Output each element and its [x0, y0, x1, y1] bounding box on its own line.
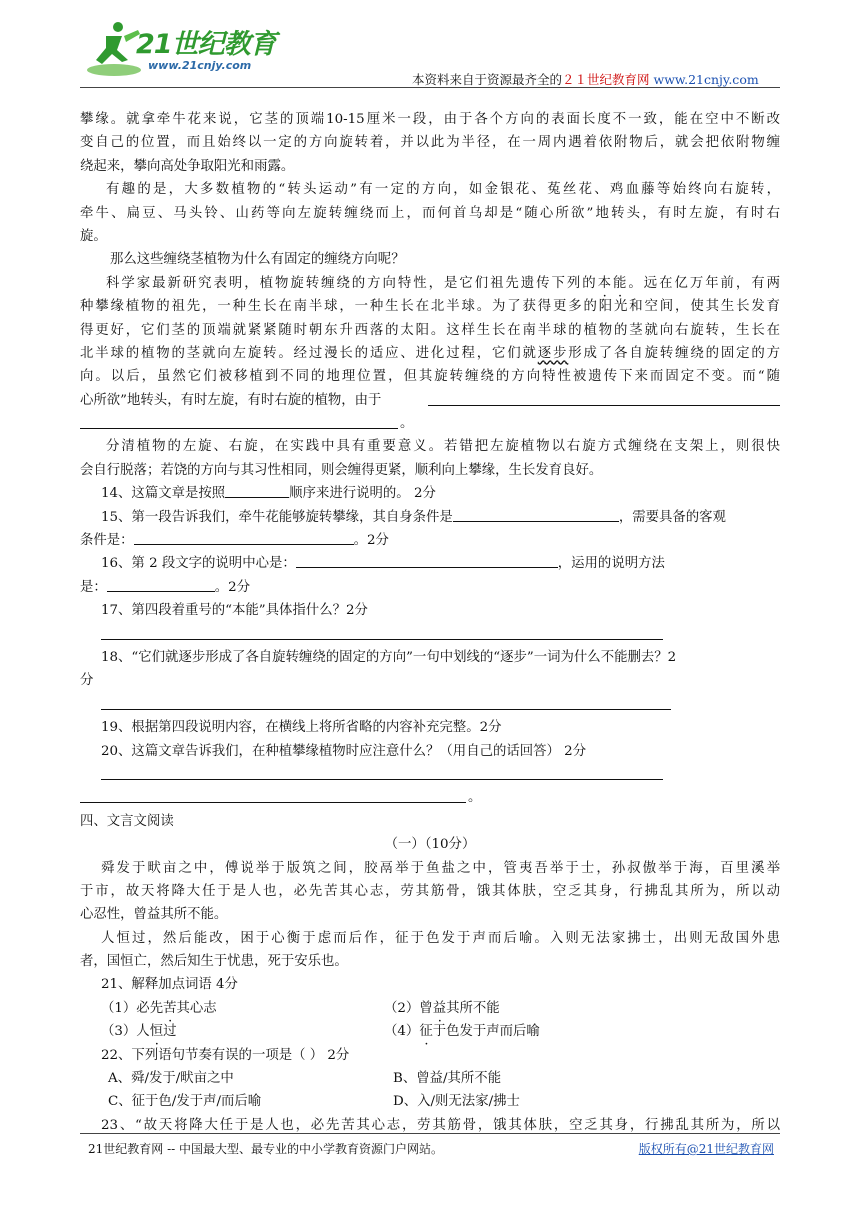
- q21-item-2: [384, 997, 500, 1020]
- header-source: [412, 70, 759, 88]
- text-line: [80, 342, 780, 365]
- question-16: [80, 552, 780, 575]
- answer-blank[interactable]: [101, 639, 663, 640]
- text-line: 向。以后，虽然它们被移植到不同的地理位置，但其旋转缠绕的方向特性被遗传下来而固定不变。而“随: [80, 369, 780, 385]
- question-text: 条件是：: [80, 533, 134, 549]
- copyright-link[interactable]: 版权所有@21世纪教育网: [638, 1142, 774, 1156]
- text-span: 于色发于声而后喻: [432, 1024, 540, 1040]
- footer-text: 21世纪教育网 -- 中国最大型、最专业的中小学教育资源门户网站。: [88, 1142, 444, 1156]
- question-text: 。2分: [214, 579, 251, 595]
- answer-blank[interactable]: [101, 779, 663, 780]
- source-site[interactable]: ２１世纪教育网: [562, 72, 650, 87]
- logo-text: 21世纪教育: [136, 29, 276, 60]
- text-line: 绕起来，攀向高处争取阳光和雨露。: [80, 158, 295, 174]
- question-18-cont: 分: [80, 673, 94, 689]
- question-19: 19、根据第四段说明内容，在横线上将所省略的内容补充完整。2分: [101, 720, 502, 736]
- text-span: （2）曾: [384, 1000, 433, 1016]
- answer-line: [80, 786, 780, 809]
- text-line: 有趣的是，大多数植物的“转头运动”有一定的方向，如金银花、菟丝花、鸡血藤等始终向右旋转，: [106, 182, 780, 198]
- text-line: 攀缘。就拿牵牛花来说，它茎的顶端10-15厘米一段，由于各个方向的表面长度不一致，能在空中不断改: [80, 112, 780, 127]
- option-c[interactable]: C、征于色/发于声/而后喻: [108, 1094, 262, 1110]
- text-span: 北半球的植物的茎就向左旋转。经过漫长的适应、进化过程，它们就: [80, 345, 538, 361]
- footer-divider: [80, 1133, 780, 1134]
- question-text: 15、第一段告诉我们，牵牛花能够旋转攀缘，其自身条件是: [101, 509, 453, 525]
- text-span: （3）人: [101, 1024, 150, 1040]
- text-span: （4）: [384, 1024, 420, 1040]
- section-subheading: （一）（10分）: [384, 837, 476, 853]
- section-heading: 四、文言文阅读: [80, 813, 174, 829]
- answer-blank[interactable]: [225, 482, 289, 498]
- text-span: 过: [163, 1024, 177, 1040]
- emphasis-char: 恒: [149, 1024, 164, 1040]
- source-prefix: 本资料来自于资源最齐全的: [412, 72, 563, 87]
- question-14: [80, 482, 780, 505]
- text-line: 心忍性，曾益其所不能。: [80, 907, 228, 923]
- text-line: 会自行脱落；若饶的方向与其习性相同，则会缠得更紧，顺利向上攀缘，生长发育良好。: [80, 462, 603, 478]
- answer-blank[interactable]: [80, 802, 466, 803]
- question-18: 18、“它们就逐步形成了各自旋转缠绕的固定的方向”一句中划线的“逐步”一词为什么不能删去？2: [101, 649, 677, 665]
- question-16-cont: [80, 576, 780, 599]
- text-span: 心所欲”地转头，有时左旋，有时右旋的植物，由于: [80, 392, 382, 408]
- text-line: [80, 389, 780, 412]
- text-line: 人恒过，然后能改，困于心衡于虑而后作，征于色发于声而后喻。入则无法家拂士，出则无敌国外患: [101, 930, 780, 946]
- option-d[interactable]: D、入/则无法家/拂士: [393, 1094, 520, 1110]
- question-text: ，运用的说明方法: [557, 556, 665, 572]
- text-line: 于市，故天将降大任于是人也，必先苦其心志，劳其筋骨，饿其体肤，空乏其身，行拂乱其所为，所以动: [80, 883, 780, 899]
- text-line: 。: [80, 412, 780, 435]
- answer-blank[interactable]: [101, 709, 671, 710]
- text-line: [80, 272, 780, 295]
- question-21-items: [80, 997, 780, 1020]
- text-line: 分清植物的左旋、右旋，在实践中具有重要意义。若错把左旋植物以右旋方式缠绕在支架上，则很快: [106, 439, 780, 455]
- question-17: 17、第四段着重号的“本能”具体指什么？2分: [101, 603, 368, 619]
- emphasis-char: 能: [613, 275, 629, 291]
- q21-item-3: [101, 1024, 176, 1039]
- emphasis-char: 征: [419, 1024, 433, 1040]
- answer-line: [80, 623, 780, 646]
- question-text: 是：: [80, 579, 107, 595]
- emphasis-char: 苦: [163, 1000, 177, 1016]
- answer-blank[interactable]: [296, 552, 558, 568]
- text-span: 形成了各自旋转缠绕的固定的方: [568, 345, 781, 361]
- document-body: [80, 108, 780, 1137]
- answer-blank[interactable]: [453, 506, 619, 522]
- emphasis-char: 益: [432, 1000, 447, 1016]
- question-text: 。: [468, 790, 482, 806]
- question-15: [80, 506, 780, 529]
- question-22-options: [80, 1090, 780, 1113]
- text-span: 其心志: [176, 1000, 217, 1016]
- question-text: 顺序来进行说明的。 2分: [289, 486, 436, 502]
- text-line: 牵牛、扁豆、马头铃、山药等向左旋转缠绕而上，而何首乌却是“随心所欲”地转头，有时左旋，有时右: [80, 205, 780, 221]
- answer-line: [80, 693, 780, 716]
- q21-item-4: [384, 1020, 540, 1043]
- text-line: 种攀缘植物的祖先，一种生长在南半球，一种生长在北半球。为了获得更多的阳光和空间，使其生长发育: [80, 299, 780, 315]
- question-22: 22、下列语句节奏有误的一项是（ ） 2分: [101, 1047, 350, 1063]
- question-15-cont: [80, 529, 780, 552]
- option-b[interactable]: B、曾益/其所不能: [393, 1071, 502, 1087]
- question-22-options: [80, 1067, 780, 1090]
- emphasis-char: 本: [597, 275, 613, 291]
- question-21: 21、解释加点词语 4分: [101, 977, 238, 993]
- text-span: 其所不能: [446, 1000, 500, 1016]
- text-line: 舜发于畎亩之中，傅说举于版筑之间，胶鬲举于鱼盐之中，管夷吾举于士，孙叔傲举于海，百里溪举: [101, 860, 780, 876]
- logo-url: www.21cnjy.com: [148, 59, 252, 72]
- text-span: （1）必先: [101, 1000, 164, 1016]
- text-line: 变自己的位置，而且始终以一定的方向旋转着，并以此为半径，在一周内遇着依附物后，就会把依附物缠: [80, 135, 780, 151]
- question-20: 20、这篇文章告诉我们，在种植攀缘植物时应注意什么？（用自己的话回答） 2分: [101, 743, 587, 759]
- question-23: 23、“故天将降大任于是人也，必先苦其心志，劳其筋骨，饿其体肤，空乏其身，行拂乱其所为，所以: [101, 1117, 780, 1133]
- question-text: 16、第 2 段文字的说明中心是：: [101, 556, 296, 572]
- q21-item-1: [101, 1001, 217, 1016]
- text-span: 。远在亿万年前，有两: [628, 275, 781, 291]
- answer-blank[interactable]: [428, 405, 780, 406]
- site-logo: [84, 18, 284, 82]
- answer-line: [80, 763, 780, 786]
- text-line: 旋。: [80, 228, 107, 244]
- header-divider: [80, 87, 780, 88]
- text-line: 得更好，它们茎的顶端就紧紧随时朝东升西落的太阳。这样生长在南半球的植物的茎就向右旋转，生长在: [80, 322, 780, 338]
- text-span: 科学家最新研究表明，植物旋转缠绕的方向特性，是它们祖先遗传下列的: [106, 275, 598, 291]
- answer-blank[interactable]: [107, 576, 215, 592]
- source-url[interactable]: www.21cnjy.com: [653, 72, 759, 87]
- answer-blank[interactable]: [80, 428, 398, 429]
- running-figure-icon: [84, 18, 144, 80]
- underlined-word: 逐步: [537, 345, 569, 361]
- question-text: ，需要具备的客观: [618, 509, 726, 525]
- text-line: 者，国恒亡，然后知生于忧患，死于安乐也。: [80, 954, 348, 970]
- question-text: 。2分: [353, 533, 389, 549]
- answer-blank[interactable]: [134, 529, 354, 545]
- text-line: 那么这些缠绕茎植物为什么有固定的缠绕方向呢？: [110, 252, 405, 268]
- question-text: 14、这篇文章是按照: [101, 486, 226, 502]
- question-21-items: [80, 1020, 780, 1043]
- option-a[interactable]: A、舜/发于/畎亩之中: [108, 1071, 234, 1087]
